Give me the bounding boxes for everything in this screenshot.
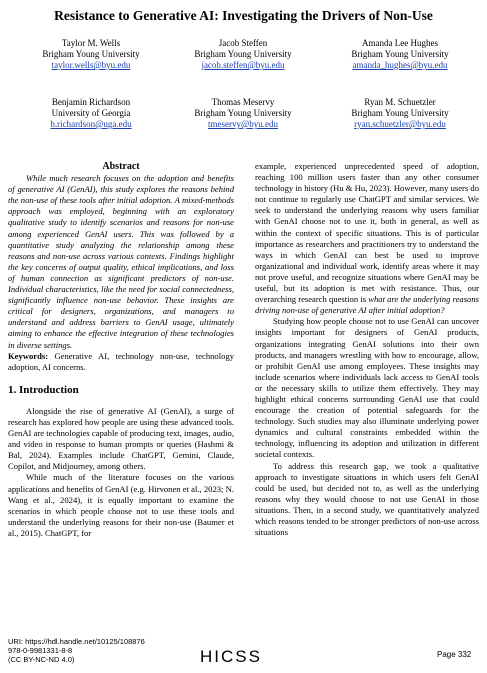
page-number: Page 332 xyxy=(437,650,472,659)
author-block xyxy=(325,38,475,71)
abstract-text: While much research focuses on the adoption and benefits of generative AI (GenAI), this study explores the reasons behind the non-use of these tools after initial adoption. A mixed-methods approach was employed, beginning with an exploratory qualitative study to identify scenarios and reasons for non-use among experienced GenAI users. This was followed by a quantitative study analyzing the relationship among these reasons and non-use across various contexts. Findings highlight the key concerns of output quality, ethical implications, and loss of human connection as significant predictors of non-use. Individual characteristics, like the need for social connectedness, significantly influence non-use behavior. These insights are critical for designers, organizations, and managers to understand and address barriers to GenAI usage, ultimately aiming to enhance the effective integration of these technologies in diverse settings. xyxy=(8,173,234,350)
right-column xyxy=(255,161,479,538)
footer-isbn: 978-0-9981331-8-8 xyxy=(8,646,73,656)
keywords xyxy=(8,351,234,373)
author-name: Ryan M. Schuetzler xyxy=(364,97,436,107)
author-email-link[interactable]: amanda_hughes@byu.edu xyxy=(352,60,448,70)
author-block xyxy=(168,38,318,71)
author-email-link[interactable]: b.richardson@uga.edu xyxy=(50,119,132,129)
author-name: Benjamin Richardson xyxy=(51,97,131,107)
left-column xyxy=(8,161,234,539)
footer-citation xyxy=(8,637,145,665)
author-block xyxy=(16,38,166,71)
research-question: what are the underlying reasons driving non-use of generative AI after initial adoption? xyxy=(255,294,479,316)
author-affiliation: Brigham Young University xyxy=(42,49,140,59)
author-block xyxy=(325,97,475,130)
author-email-link[interactable]: tmeservy@byu.edu xyxy=(207,119,279,129)
intro-paragraph: To address this research gap, we took a qualitative approach to investigate situations in which users felt GenAI could be used, but decided not to, as well as the underlying reasons why they would choose to not use GenAI in those situations. Then, in a second study, we quantitatively analyzed which reasons tended to be stronger predictors of non-use across situations xyxy=(255,460,479,538)
hicss-logo: HICSS xyxy=(200,647,262,666)
footer-license: (CC BY-NC-ND 4.0) xyxy=(8,655,75,665)
author-affiliation: Brigham Young University xyxy=(194,108,292,118)
author-block xyxy=(16,97,166,130)
intro-paragraph: Alongside the rise of generative AI (GenAI), a surge of research has explored how people are using these advanced tools. GenAI are technologies capable of producing text, images, audio, and video in response to human prompts or queries (Hashmi & Bal, 2024). Examples include ChatGPT, Gemini, Claude, Copilot, and Midjourney, among others. xyxy=(8,405,234,472)
intro-paragraph: example, experienced unprecedented speed of adoption, reaching 100 million users faster than any other consumer technology in history (Hu & Hu, 2023). However, many users do not continue to regularly use ChatGPT and similar services. We seek to understand the underlying reasons why users familiar with GenAI choose not to use it, both in general, as well as within the context of specific situations. This is of particular importance as researchers and practitioners try to understand the ways in which GenAI can best be used to improve organizational and individual work, identify areas where it may not prove useful, and recognize situations where GenAI may be useful, but its adoption is met with resistance. Thus, our overarching research question is what are the underlying reasons driving non-use of generative AI after initial adoption? xyxy=(255,161,479,316)
author-affiliation: Brigham Young University xyxy=(351,49,449,59)
author-affiliation: Brigham Young University xyxy=(351,108,449,118)
keywords-text: Generative AI, technology non-use, technology adoption, AI concerns. xyxy=(8,350,234,372)
author-affiliation: Brigham Young University xyxy=(194,49,292,59)
author-name: Jacob Steffen xyxy=(218,38,268,48)
section-heading-introduction: 1. Introduction xyxy=(8,383,79,396)
abstract-heading: Abstract xyxy=(102,161,140,172)
author-name: Amanda Lee Hughes xyxy=(362,38,438,48)
author-name: Taylor M. Wells xyxy=(61,38,121,48)
author-name: Thomas Meservy xyxy=(211,97,275,107)
intro-paragraph: Studying how people choose not to use GenAI can uncover insights important for designers of GenAI products, organizations integrating GenAI solutions into their own products, and managers wrestling with how to encourage, allow, or prohibit GenAI use among employees. These insights may include scenarios where individuals lack access to GenAI tools or the necessary skills to utilize them effectively. They may highlight ethical concerns surrounding GenAI use that could encourage the creation of potential safeguards for the technology. Such studies may also illuminate underlying power dynamics and cultural constraints embedded within the technology, influencing its adoption and utilization in different societal contexts. xyxy=(255,316,479,460)
author-email-link[interactable]: ryan.schuetzler@byu.edu xyxy=(354,119,446,129)
paper-title: Resistance to Generative AI: Investigating the Drivers of Non-Use xyxy=(54,8,433,23)
author-block xyxy=(168,97,318,130)
author-email-link[interactable]: taylor.wells@byu.edu xyxy=(51,60,131,70)
author-email-link[interactable]: jacob.steffen@byu.edu xyxy=(201,60,285,70)
intro-paragraph: While much of the literature focuses on the various applications and benefits of GenAI (e.g. Hirvonen et al., 2023; N. Wang et al., 2024), it is equally important to examine the scenarios in which people choose not to use these tools and understand the underlying reasons for their non-use (Baumer et al., 2015). ChatGPT, for xyxy=(8,472,234,538)
keywords-label: Keywords: xyxy=(8,350,49,361)
footer-uri[interactable]: URI: https://hdl.handle.net/10125/108876 xyxy=(8,637,145,646)
author-affiliation: University of Georgia xyxy=(51,108,131,118)
